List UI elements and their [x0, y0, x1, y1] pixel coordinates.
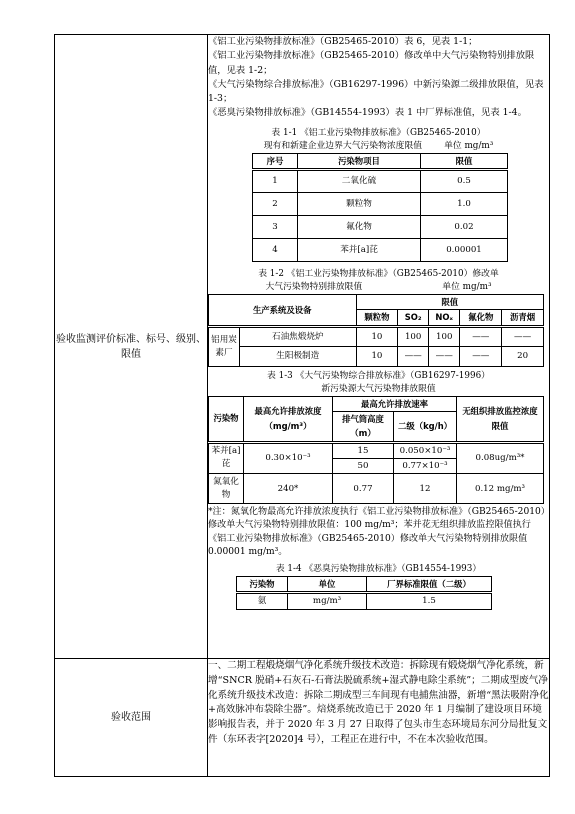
t1-cell: 1.0 — [421, 193, 508, 216]
table-1-2 — [208, 294, 544, 367]
t2-cell: 10 — [356, 346, 398, 366]
t1-cell: 颗粒物 — [298, 193, 421, 216]
t2-cell: 10 — [356, 326, 398, 346]
t2-plant: 铝用炭素厂 — [209, 326, 240, 366]
t2-cell: —— — [460, 346, 502, 366]
t3-header-maxconc: 最高允许排放浓度（mg/m³） — [244, 396, 333, 442]
t1-cell: 0.5 — [421, 170, 508, 193]
t1-header-limit: 限值 — [421, 153, 508, 169]
document-page — [54, 34, 550, 777]
t3-nox-unorg: 0.12 mg/m³ — [457, 474, 544, 504]
table1-unit: 单位 mg/m³ — [444, 140, 494, 151]
t1-header-no: 序号 — [253, 153, 298, 169]
table-1-1 — [252, 153, 508, 262]
t2-col-asphalt: 沥青烟 — [502, 310, 544, 326]
table-row — [237, 593, 492, 609]
t3-bap-name: 苯并[a]芘 — [209, 442, 244, 474]
t1-cell: 二氧化硫 — [298, 170, 421, 193]
row-label-standards — [55, 35, 208, 659]
table1-caption: 表 1-1 《铝工业污染物排放标准》（GB25465-2010） — [271, 127, 486, 138]
table-1-4 — [236, 576, 492, 610]
t3-header-height: 排气筒高度（m） — [333, 411, 394, 442]
t2-cell: —— — [429, 346, 460, 366]
t3-nox-rate: 12 — [394, 474, 457, 504]
table3-caption: 表 1-3 《大气污染物综合排放标准》（GB16297-1996） — [267, 370, 490, 381]
t4-header-limit: 厂界标准限值（二级） — [367, 576, 492, 592]
t2-cell: 100 — [429, 326, 460, 346]
t2-cell: —— — [398, 346, 429, 366]
intro-line-1: 《铝工业污染物排放标准》（GB25465-2010）表 6，见表 1-1； — [208, 36, 478, 47]
table2-caption-line2: 大气污染物特别排放限值 — [265, 282, 363, 293]
intro-line-3: 《大气污染物综合排放标准》（GB16297-1996）中新污染源二级排放限值，见表 1-3； — [208, 78, 544, 105]
t1-cell: 氟化物 — [298, 216, 421, 239]
table2-unit: 单位 mg/m³ — [442, 282, 492, 293]
table-row — [253, 239, 508, 262]
t3-bap-conc: 0.30×10⁻³ — [244, 442, 333, 474]
t4-cell: 氨 — [237, 593, 288, 609]
table-row — [209, 346, 544, 366]
t1-cell: 0.02 — [421, 216, 508, 239]
t2-col-nox: NOₓ — [429, 310, 460, 326]
t3-header-pollutant: 污染物 — [209, 396, 244, 442]
t3-cell: 15 — [333, 442, 394, 458]
table-row — [209, 474, 544, 504]
table2-caption: 表 1-2 《铝工业污染物排放标准》（GB25465-2010）修改单 — [258, 269, 499, 280]
t2-row-name: 生阳极制造 — [240, 346, 357, 366]
t1-cell: 苯并[a]芘 — [298, 239, 421, 262]
t2-cell: —— — [460, 326, 502, 346]
row-label-text: 验收监测评价标准、标号、级别、限值 — [56, 333, 206, 360]
t2-col-so2: SO₂ — [398, 310, 429, 326]
t4-cell: mg/m³ — [288, 593, 367, 609]
intro-line-2: 《铝工业污染物排放标准》（GB25465-2010）修改单中大气污染物特别排放限值，见表 1-2； — [208, 50, 535, 76]
t2-header-limit: 限值 — [356, 295, 543, 310]
t4-cell: 1.5 — [367, 593, 492, 609]
t2-col-particulate: 颗粒物 — [356, 310, 398, 326]
standards-table — [54, 34, 550, 777]
table-1-3 — [208, 396, 544, 504]
intro-line-4: 《恶臭污染物排放标准》（GB14554-1993）表 1 中厂界标准值，见表 1-4。 — [208, 107, 527, 119]
t3-bap-unorg: 0.08ug/m³* — [457, 442, 544, 474]
t3-header-rate: 最高允许排放速率 — [333, 396, 457, 411]
table-row — [209, 442, 544, 458]
table4-caption: 表 1-4 《恶臭污染物排放标准》（GB14554-1993） — [275, 563, 482, 574]
t1-cell: 1 — [253, 170, 298, 193]
table1-caption-sub — [208, 140, 549, 153]
t3-cell: 50 — [333, 458, 394, 473]
table2-caption-sub — [208, 281, 549, 294]
t2-header-system: 生产系统及设备 — [209, 295, 357, 327]
t2-col-fluoride: 氟化物 — [460, 310, 502, 326]
t3-cell: 0.050×10⁻³ — [394, 442, 457, 458]
standards-content — [208, 35, 550, 659]
table-row — [253, 193, 508, 216]
t3-nox-height: 0.77 — [333, 474, 394, 504]
row-label-scope — [55, 659, 208, 777]
t2-cell: —— — [502, 326, 544, 346]
table3-caption-sub: 新污染源大气污染物排放限值 — [321, 383, 436, 394]
t2-row-name: 石油焦煅烧炉 — [240, 326, 357, 346]
table-row — [209, 326, 544, 346]
t4-header-pollutant: 污染物 — [237, 576, 288, 592]
t2-cell: 20 — [502, 346, 544, 366]
table-row — [253, 170, 508, 193]
t1-cell: 2 — [253, 193, 298, 216]
table1-caption-line2: 现有和新建企业边界大气污染物浓度限值 — [263, 140, 423, 151]
t3-nox-conc: 240* — [244, 474, 333, 504]
table-row — [253, 216, 508, 239]
t1-cell: 0.00001 — [421, 239, 508, 262]
t3-cell: 0.77×10⁻³ — [394, 458, 457, 473]
t3-header-grade2: 二级（kg/h） — [394, 411, 457, 442]
t3-nox-name: 氮氧化物 — [209, 474, 244, 504]
acceptance-scope-text: 一、二期工程煅烧烟气净化系统升级技术改造：拆除现有煅烧烟气净化系统，新增“SNCR 脱硝+石灰石-石膏法脱硫系统+湿式静电除尘系统”；二期成型废气净化系统升级技术改造：拆除二期成型三车间现有电捕焦油器，新增“黑法吸附净化+高效脉冲布袋除尘器”。焙烧系统改造已于 2020 年 1 月编制了建设项目环境影响报告表，并于 2020 年 3 月 27 日取得了包头市生态环境局东河分局批复文件（东环表字[2020]4 号），工程正在进行中，不在本次验收范围。 — [208, 659, 550, 777]
t4-header-unit: 单位 — [288, 576, 367, 592]
row-label-scope-text: 验收范围 — [111, 712, 151, 723]
t1-cell: 3 — [253, 216, 298, 239]
t1-cell: 4 — [253, 239, 298, 262]
t1-header-item: 污染物项目 — [298, 153, 421, 169]
t2-cell: 100 — [398, 326, 429, 346]
table3-note: *注：氮氧化物最高允许排放浓度执行《铝工业污染物排放标准》（GB25465-2010）修改单大气污染物特别排放限值：100 mg/m³；苯并花无组织排放监控限值执行《铝工业污染物排放标准》（GB25465-2010）修改单大气污染物特别排放限值 0.00001 mg/m³。 — [208, 507, 546, 557]
t3-header-unorg: 无组织排放监控浓度限值 — [457, 396, 544, 442]
